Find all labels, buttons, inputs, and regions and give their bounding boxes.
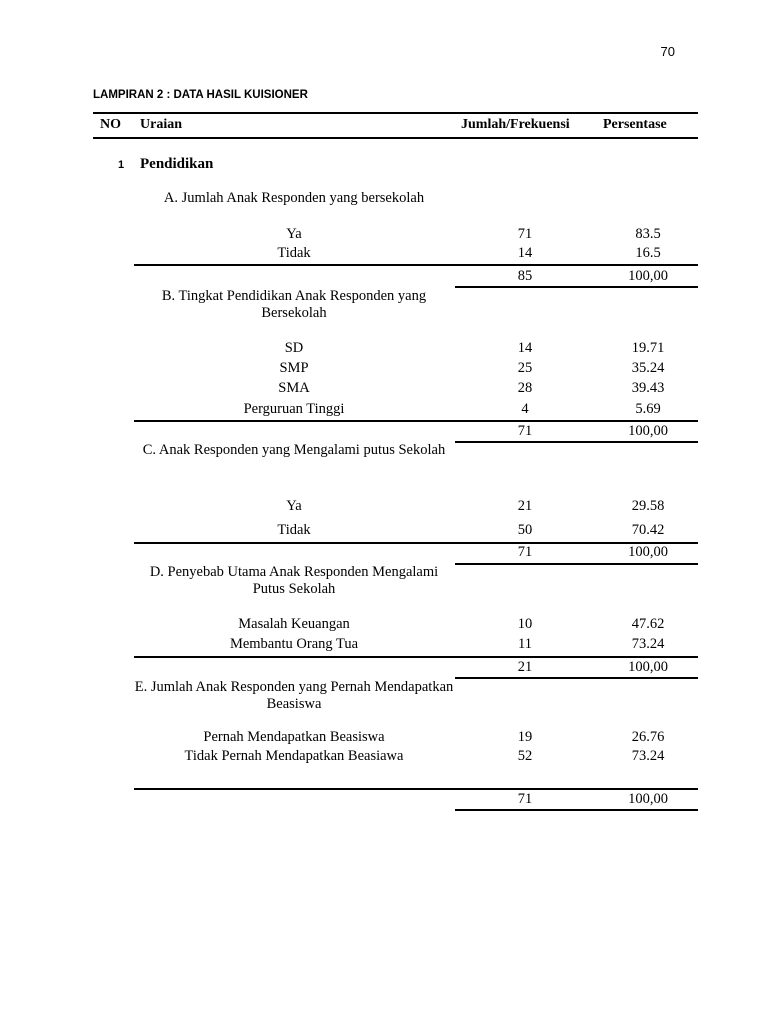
- group-d-total-rule: [455, 677, 698, 679]
- group-c-total-rule: [455, 563, 698, 565]
- group-b-total-pct: 100,00: [628, 423, 668, 439]
- group-e-total-rule: [455, 809, 698, 811]
- group-d-row-label: Masalah Keuangan: [238, 616, 350, 632]
- group-b-row-label: SMP: [279, 360, 309, 376]
- group-a-row-label: Tidak: [277, 245, 311, 261]
- group-b-row-label: SMA: [278, 380, 310, 396]
- group-b-row-pct: 19.71: [631, 340, 665, 356]
- group-a-total-count: 85: [517, 268, 533, 284]
- header-persentase: Persentase: [603, 117, 667, 132]
- group-c-row-count: 50: [517, 522, 533, 538]
- group-c-row-label: Ya: [286, 498, 302, 514]
- header-no: NO: [100, 117, 121, 132]
- group-c-row-count: 21: [517, 498, 533, 514]
- group-d-sum-rule: [134, 656, 698, 658]
- group-e-row-pct: 73.24: [631, 748, 665, 764]
- header-jumlah: Jumlah/Frekuensi: [461, 117, 570, 132]
- group-a-row-label: Ya: [286, 226, 302, 242]
- group-a-row-pct: 16.5: [635, 245, 661, 261]
- section-number: 1: [118, 159, 125, 171]
- group-a-total-rule: [455, 286, 698, 288]
- group-b-title: B. Tingkat Pendidikan Anak Responden yang Bersekolah: [161, 288, 427, 321]
- group-a-row-count: 71: [517, 226, 533, 242]
- group-c-total-count: 71: [517, 544, 533, 560]
- group-b-total-count: 71: [517, 423, 533, 439]
- group-e-title: E. Jumlah Anak Responden yang Pernah Mendapatkan Beasiswa: [134, 679, 454, 712]
- group-b-row-label: SD: [284, 340, 304, 356]
- group-b-row-count: 14: [517, 340, 533, 356]
- group-b-row-count: 25: [517, 360, 533, 376]
- group-d-total-pct: 100,00: [628, 659, 668, 675]
- group-e-row-count: 19: [517, 729, 533, 745]
- group-b-row-count: 4: [521, 401, 529, 417]
- group-c-total-pct: 100,00: [628, 544, 668, 560]
- group-d-row-label: Membantu Orang Tua: [229, 636, 359, 652]
- group-e-row-label: Pernah Mendapatkan Beasiswa: [203, 729, 385, 745]
- group-d-row-count: 11: [518, 636, 532, 652]
- group-b-row-label: Perguruan Tinggi: [243, 401, 345, 417]
- header-bottom-rule: [93, 137, 698, 139]
- header-top-rule: [93, 112, 698, 114]
- group-c-row-pct: 29.58: [631, 498, 665, 514]
- group-e-total-pct: 100,00: [628, 791, 668, 807]
- group-b-row-pct: 35.24: [631, 360, 665, 376]
- page-number: 70: [660, 44, 675, 59]
- group-d-total-count: 21: [517, 659, 533, 675]
- group-b-row-pct: 5.69: [635, 401, 661, 417]
- group-b-row-count: 28: [517, 380, 533, 396]
- header-uraian: Uraian: [140, 117, 182, 132]
- group-c-title: C. Anak Responden yang Mengalami putus Sekolah: [142, 442, 446, 458]
- group-b-total-rule: [455, 441, 698, 443]
- group-b-row-pct: 39.43: [631, 380, 665, 396]
- group-a-row-count: 14: [517, 245, 533, 261]
- group-e-row-count: 52: [517, 748, 533, 764]
- group-d-row-pct: 47.62: [631, 616, 665, 632]
- group-d-title: D. Penyebab Utama Anak Responden Mengalami Putus Sekolah: [149, 564, 439, 597]
- group-c-row-pct: 70.42: [631, 522, 665, 538]
- group-b-sum-rule: [134, 420, 698, 422]
- document-title: LAMPIRAN 2 : DATA HASIL KUISIONER: [93, 89, 308, 101]
- group-a-title: A. Jumlah Anak Responden yang bersekolah: [163, 190, 425, 206]
- group-a-total-pct: 100,00: [628, 268, 668, 284]
- group-d-row-pct: 73.24: [631, 636, 665, 652]
- group-e-row-label: Tidak Pernah Mendapatkan Beasiawa: [184, 748, 404, 764]
- group-e-row-pct: 26.76: [631, 729, 665, 745]
- group-e-sum-rule: [134, 788, 698, 790]
- group-a-sum-rule: [134, 264, 698, 266]
- group-e-total-count: 71: [517, 791, 533, 807]
- group-c-row-label: Tidak: [277, 522, 311, 538]
- group-a-row-pct: 83.5: [635, 226, 661, 242]
- group-d-row-count: 10: [517, 616, 533, 632]
- section-title: Pendidikan: [140, 156, 214, 172]
